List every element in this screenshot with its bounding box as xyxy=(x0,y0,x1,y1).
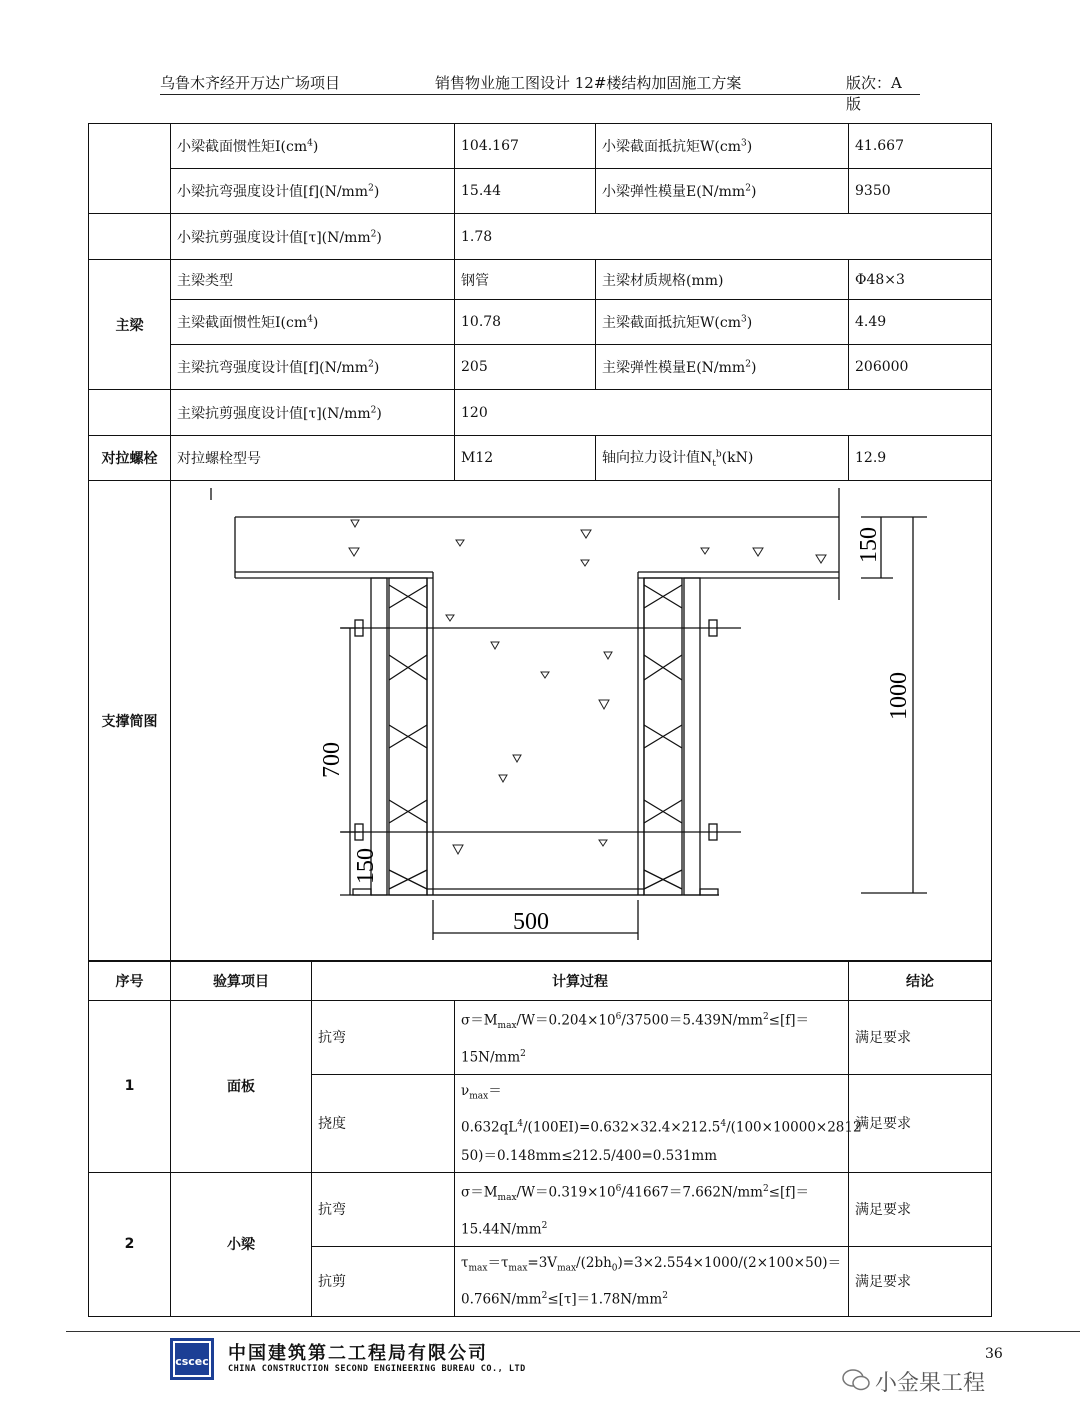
wechat-icon xyxy=(842,1368,870,1392)
item-name: 面板 xyxy=(171,1001,312,1173)
table-row xyxy=(89,260,992,300)
group-support-diagram: 支撑简图 xyxy=(89,481,171,961)
table-header-row xyxy=(89,962,992,1001)
table-row xyxy=(89,214,992,260)
param-value: 120 xyxy=(455,390,992,436)
conclusion: 满足要求 xyxy=(849,1172,992,1246)
dim-label: 500 xyxy=(513,908,549,935)
param-value: 41.667 xyxy=(849,124,992,169)
company-name-cn: 中国建筑第二工程局有限公司 xyxy=(228,1343,488,1364)
dim-label: 700 xyxy=(319,741,345,778)
param-value: 104.167 xyxy=(455,124,596,169)
calc-process: $\sigma=M_{max}/W=0.319\times 10^6/41667=7.662N/mm^2\le[f]=$ $15.44N/mm^2$ xyxy=(455,1172,849,1246)
col-header: 序号 xyxy=(89,962,171,1001)
param-label: 主梁材质规格(mm) xyxy=(596,260,849,300)
param-value: 9350 xyxy=(849,169,992,214)
param-value: 钢管 xyxy=(455,260,596,300)
param-label: 小梁抗弯强度设计值$[f](N/mm^2)$ xyxy=(171,169,455,214)
calc-process: $\tau_{max}=\tau_{max}=3V_{max}/(2bh_0)=3\times 2.554\times 1000/(2\times 100\times 50)=$ $0.766N/mm^2\le[\tau]=1.78N/mm^2$ xyxy=(455,1246,849,1316)
table-row xyxy=(89,300,992,345)
calc-table xyxy=(88,961,992,1317)
dim-label: 150 xyxy=(856,526,882,563)
item-number: 2 xyxy=(89,1172,171,1316)
param-label: 对拉螺栓型号 xyxy=(171,436,455,481)
table-row xyxy=(89,436,992,481)
param-label: 主梁抗剪强度设计值$[\tau](N/mm^2)$ xyxy=(171,390,455,436)
param-label: 主梁截面抵抗矩$W(cm^3)$ xyxy=(596,300,849,345)
project-name: 乌鲁木齐经开万达广场项目 xyxy=(160,74,341,92)
param-label: 轴向拉力设计值$N_t^b(kN)$ xyxy=(596,436,849,481)
param-label: 主梁类型 xyxy=(171,260,455,300)
calc-process: $\nu_{max}=$ $0.632qL^4/(100EI)=0.632\times 32.4\times 212.5^4/(100\times 10000\times 2812$ 50)＝0.148mm≤212.5/400=0.531mm xyxy=(455,1074,849,1172)
group-main-beam: 主梁 xyxy=(89,260,171,390)
param-value: 10.78 xyxy=(455,300,596,345)
check-type: 抗弯 xyxy=(312,1001,455,1075)
company-logo-icon xyxy=(170,1338,214,1380)
footer-rule xyxy=(66,1331,1080,1332)
param-value: Φ48×3 xyxy=(849,260,992,300)
calc-process: $\sigma=M_{max}/W=0.204\times 10^6/37500=5.439N/mm^2\le[f]=$ $15N/mm^2$ xyxy=(455,1001,849,1075)
param-value: M12 xyxy=(455,436,596,481)
param-value: 205 xyxy=(455,345,596,390)
check-type: 抗弯 xyxy=(312,1172,455,1246)
conclusion: 满足要求 xyxy=(849,1074,992,1172)
group-cell-empty xyxy=(89,124,171,214)
company-name-en: CHINA CONSTRUCTION SECOND ENGINEERING BUREAU CO., LTD xyxy=(228,1364,526,1374)
spec-table xyxy=(88,123,992,961)
table-row xyxy=(89,390,992,436)
param-label: 小梁抗剪强度设计值$[\tau](N/mm^2)$ xyxy=(171,214,455,260)
item-name: 小梁 xyxy=(171,1172,312,1316)
item-number: 1 xyxy=(89,1001,171,1173)
param-label: 主梁弹性模量$E(N/mm^2)$ xyxy=(596,345,849,390)
param-label: 主梁抗弯强度设计值$[f](N/mm^2)$ xyxy=(171,345,455,390)
document-title: 销售物业施工图设计 12#楼结构加固施工方案 xyxy=(435,74,742,92)
version-label: 版次：A 版 xyxy=(846,74,902,113)
header-rule xyxy=(160,94,920,95)
group-cell-empty xyxy=(89,214,171,260)
group-cell-empty xyxy=(89,390,171,436)
support-diagram-cell xyxy=(171,481,992,961)
check-type: 挠度 xyxy=(312,1074,455,1172)
dim-label: 1000 xyxy=(886,671,912,720)
param-label: 主梁截面惯性矩$I(cm^4)$ xyxy=(171,300,455,345)
table-row xyxy=(89,481,992,961)
table-row xyxy=(89,1001,992,1075)
col-header: 结论 xyxy=(849,962,992,1001)
logo-text: cscec xyxy=(175,1355,209,1368)
table-row xyxy=(89,169,992,214)
param-label: 小梁截面抵抗矩$W(cm^3)$ xyxy=(596,124,849,169)
param-value: 4.49 xyxy=(849,300,992,345)
table-row xyxy=(89,124,992,169)
page-number: 36 xyxy=(985,1346,1003,1362)
col-header: 验算项目 xyxy=(171,962,312,1001)
param-value: 206000 xyxy=(849,345,992,390)
param-label: 小梁弹性模量$E(N/mm^2)$ xyxy=(596,169,849,214)
page-header xyxy=(160,66,920,113)
table-row xyxy=(89,345,992,390)
dim-label: 150 xyxy=(353,847,379,884)
param-label: 小梁截面惯性矩$I(cm^4)$ xyxy=(171,124,455,169)
param-value: 15.44 xyxy=(455,169,596,214)
col-header: 计算过程 xyxy=(312,962,849,1001)
check-type: 抗剪 xyxy=(312,1246,455,1316)
param-value: 1.78 xyxy=(455,214,992,260)
conclusion: 满足要求 xyxy=(849,1001,992,1075)
support-diagram xyxy=(171,482,990,960)
watermark-text: 小金果工程 xyxy=(875,1371,986,1396)
param-value: 12.9 xyxy=(849,436,992,481)
conclusion: 满足要求 xyxy=(849,1246,992,1316)
group-bolt: 对拉螺栓 xyxy=(89,436,171,481)
table-row xyxy=(89,1172,992,1246)
